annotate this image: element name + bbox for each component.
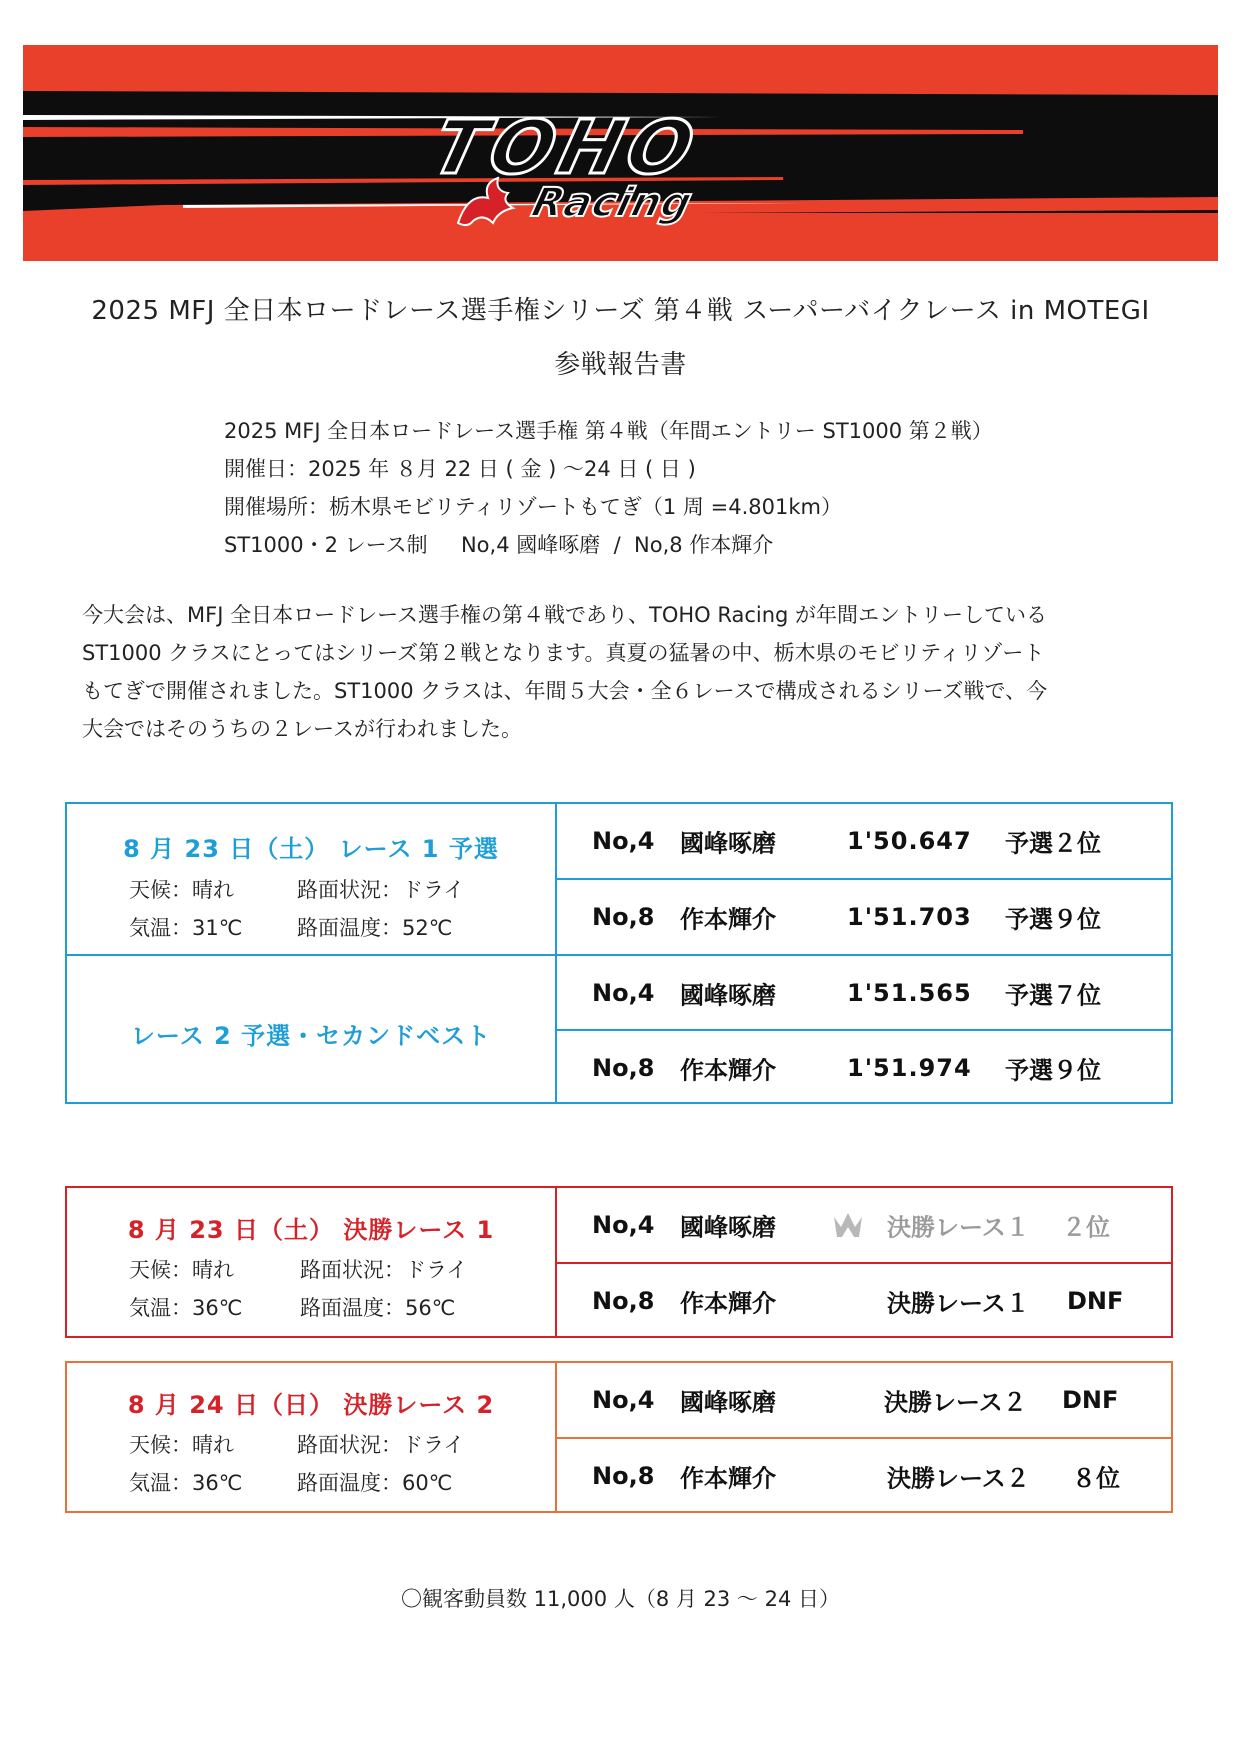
intro-line: 大会ではそのうちの２レースが行われました。	[82, 717, 522, 741]
race-label: 決勝レース２	[884, 1388, 1027, 1417]
table-row	[557, 1188, 1171, 1262]
logo-toho-text: TOHO	[424, 105, 708, 191]
weather: 天候：晴れ	[129, 878, 234, 902]
info-line: 開催日：2025 年 ８月 22 日 ( 金 ) ～24 日 ( 日 )	[224, 457, 696, 481]
lap-time: 1'51.703	[847, 903, 972, 931]
lap-time: 1'51.565	[847, 979, 972, 1007]
weather: 天候：晴れ	[129, 1258, 234, 1282]
race2-qualifying-header: レース 2 予選・セカンドベスト	[130, 1022, 492, 1050]
table-row	[557, 804, 1171, 878]
race2-header: 8 月 24 日（日） 決勝レース 2	[127, 1391, 495, 1419]
table-row	[557, 956, 1171, 1030]
air-temperature: 気温：36℃	[129, 1471, 243, 1495]
dragon-icon	[453, 173, 523, 233]
lap-time: 1'51.974	[847, 1054, 972, 1082]
qualifying-table	[65, 802, 1173, 1104]
air-temperature: 気温：31℃	[129, 916, 243, 940]
rider-name: 作本輝介	[680, 1464, 776, 1493]
intro-line: もてぎで開催されました。ST1000 クラスは、年間５大会・全６レースで構成されるシリーズ戦で、今	[82, 679, 1048, 703]
rider-number: No,4	[592, 1211, 655, 1239]
table-row	[557, 1363, 1171, 1437]
table-row	[557, 880, 1171, 954]
crown-icon	[832, 1211, 864, 1239]
road-condition: 路面状況：ドライ	[300, 1258, 468, 1282]
race-result: DNF	[1062, 1386, 1119, 1414]
info-line: 2025 MFJ 全日本ロードレース選手権 第４戦（年間エントリー ST1000 第２戦）	[224, 419, 993, 443]
qualifying-position: 予選２位	[1005, 829, 1101, 858]
rider-number: No,4	[592, 1386, 655, 1414]
race-result: DNF	[1067, 1287, 1124, 1315]
table-row	[557, 1439, 1171, 1513]
report-title: 2025 MFJ 全日本ロードレース選手権シリーズ 第４戦 スーパーバイクレース in MOTEGI	[91, 296, 1150, 326]
race1-table	[65, 1186, 1173, 1338]
race-result: ８位	[1072, 1464, 1120, 1493]
air-temperature: 気温：36℃	[129, 1296, 243, 1320]
rider-name: 作本輝介	[680, 1056, 776, 1085]
weather: 天候：晴れ	[129, 1433, 234, 1457]
lap-time: 1'50.647	[847, 827, 972, 855]
qualifying-position: 予選７位	[1005, 981, 1101, 1010]
attendance-note: 〇観客動員数 11,000 人（8 月 23 ～ 24 日）	[400, 1587, 840, 1611]
race2-table	[65, 1361, 1173, 1513]
rider-name: 國峰啄磨	[680, 1213, 776, 1242]
rider-number: No,8	[592, 903, 655, 931]
rider-number: No,4	[592, 979, 655, 1007]
race-label: 決勝レース１	[887, 1289, 1030, 1318]
race-result: ２位	[1062, 1213, 1110, 1242]
intro-line: ST1000 クラスにとってはシリーズ第２戦となります。真夏の猛暑の中、栃木県のモビリティリゾート	[82, 641, 1045, 665]
rider-number: No,8	[592, 1054, 655, 1082]
race-label: 決勝レース２	[887, 1464, 1030, 1493]
info-line: ST1000・2 レース制 No,4 國峰啄磨 / No,8 作本輝介	[224, 533, 774, 557]
report-subtitle: 参戦報告書	[554, 350, 687, 380]
rider-name: 國峰啄磨	[680, 1388, 776, 1417]
road-condition: 路面状況：ドライ	[297, 1433, 465, 1457]
rider-number: No,8	[592, 1462, 655, 1490]
event-info	[224, 412, 993, 564]
rider-name: 國峰啄磨	[680, 981, 776, 1010]
race1-header: 8 月 23 日（土） 決勝レース 1	[127, 1216, 495, 1244]
road-temperature: 路面温度：56℃	[300, 1296, 456, 1320]
rider-number: No,4	[592, 827, 655, 855]
qualifying-position: 予選９位	[1005, 905, 1101, 934]
rider-number: No,8	[592, 1287, 655, 1315]
qualifying-position: 予選９位	[1005, 1056, 1101, 1085]
road-temperature: 路面温度：52℃	[297, 916, 453, 940]
rider-name: 作本輝介	[680, 1289, 776, 1318]
rider-name: 作本輝介	[680, 905, 776, 934]
table-row	[557, 1031, 1171, 1105]
race1-qualifying-header: 8 月 23 日（土） レース 1 予選	[123, 835, 499, 863]
table-row	[557, 1264, 1171, 1338]
logo-racing-text: Racing	[527, 180, 698, 226]
road-condition: 路面状況：ドライ	[297, 878, 465, 902]
intro-paragraph	[82, 596, 1162, 748]
rider-name: 國峰啄磨	[680, 829, 776, 858]
info-line: 開催場所：栃木県モビリティリゾートもてぎ（1 周 =4.801km）	[224, 495, 842, 519]
header-banner	[23, 45, 1218, 261]
intro-line: 今大会は、MFJ 全日本ロードレース選手権の第４戦であり、TOHO Racing が年間エントリーしている	[82, 603, 1048, 627]
race-label: 決勝レース１	[887, 1213, 1030, 1242]
road-temperature: 路面温度：60℃	[297, 1471, 453, 1495]
toho-racing-logo	[423, 105, 863, 241]
